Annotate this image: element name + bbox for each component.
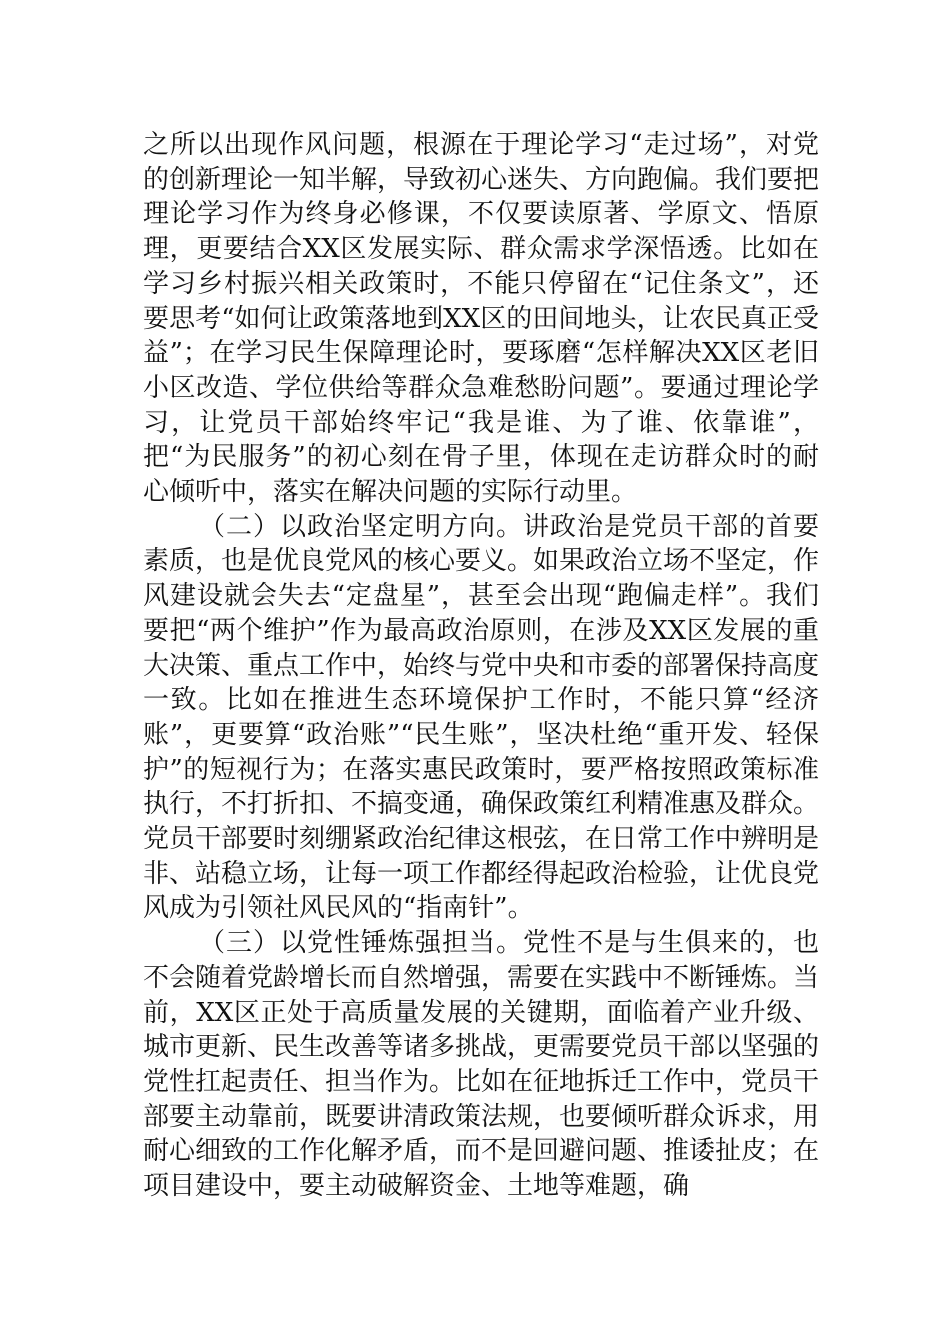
document-body xyxy=(143,128,819,1204)
paragraph-party-spirit: （三）以党性锤炼强担当。党性不是与生俱来的，也不会随着党龄增长而自然增强，需要在实践中不断锤炼。当前，XX区正处于高质量发展的关键期，面临着产业升级、城市更新、民生改善等诸多挑战，更需要党员干部以坚强的党性扛起责任、担当作为。比如在征地拆迁工作中，党员干部要主动靠前，既要讲清政策法规，也要倾听群众诉求，用耐心细致的工作化解矛盾，而不是回避问题、推诿扯皮；在项目建设中，要主动破解资金、土地等难题，确 xyxy=(143,928,820,1202)
paragraph-theory-study: 之所以出现作风问题，根源在于理论学习“走过场”，对党的创新理论一知半解，导致初心迷失、方向跑偏。我们要把理论学习作为终身必修课，不仅要读原著、学原文、悟原理，更要结合XX区发展实际、群众需求学深悟透。比如在学习乡村振兴相关政策时，不能只停留在“记住条文”，还要思考“如何让政策落地到XX区的田间地头，让农民真正受益”；在学习民生保障理论时，要琢磨“怎样解决XX区老旧小区改造、学位供给等群众急难愁盼问题”。要通过理论学习，让党员干部始终牢记“我是谁、为了谁、依靠谁”，把“为民服务”的初心刻在骨子里，体现在走访群众时的耐心倾听中，落实在解决问题的实际行动里。 xyxy=(143,130,820,508)
paragraph-political-direction: （二）以政治坚定明方向。讲政治是党员干部的首要素质，也是优良党风的核心要义。如果政治立场不坚定，作风建设就会失去“定盘星”，甚至会出现“跑偏走样”。我们要把“两个维护”作为最高政治原则，在涉及XX区发展的重大决策、重点工作中，始终与党中央和市委的部署保持高度一致。比如在推进生态环境保护工作时，不能只算“经济账”，更要算“政治账”“民生账”，坚决杜绝“重开发、轻保护”的短视行为；在落实惠民政策时，要严格按照政策标准执行，不打折扣、不搞变通，确保政策红利精准惠及群众。党员干部要时刻绷紧政治纪律这根弦，在日常工作中辨明是非、站稳立场，让每一项工作都经得起政治检验，让优良党风成为引领社风民风的“指南针”。 xyxy=(143,511,820,924)
